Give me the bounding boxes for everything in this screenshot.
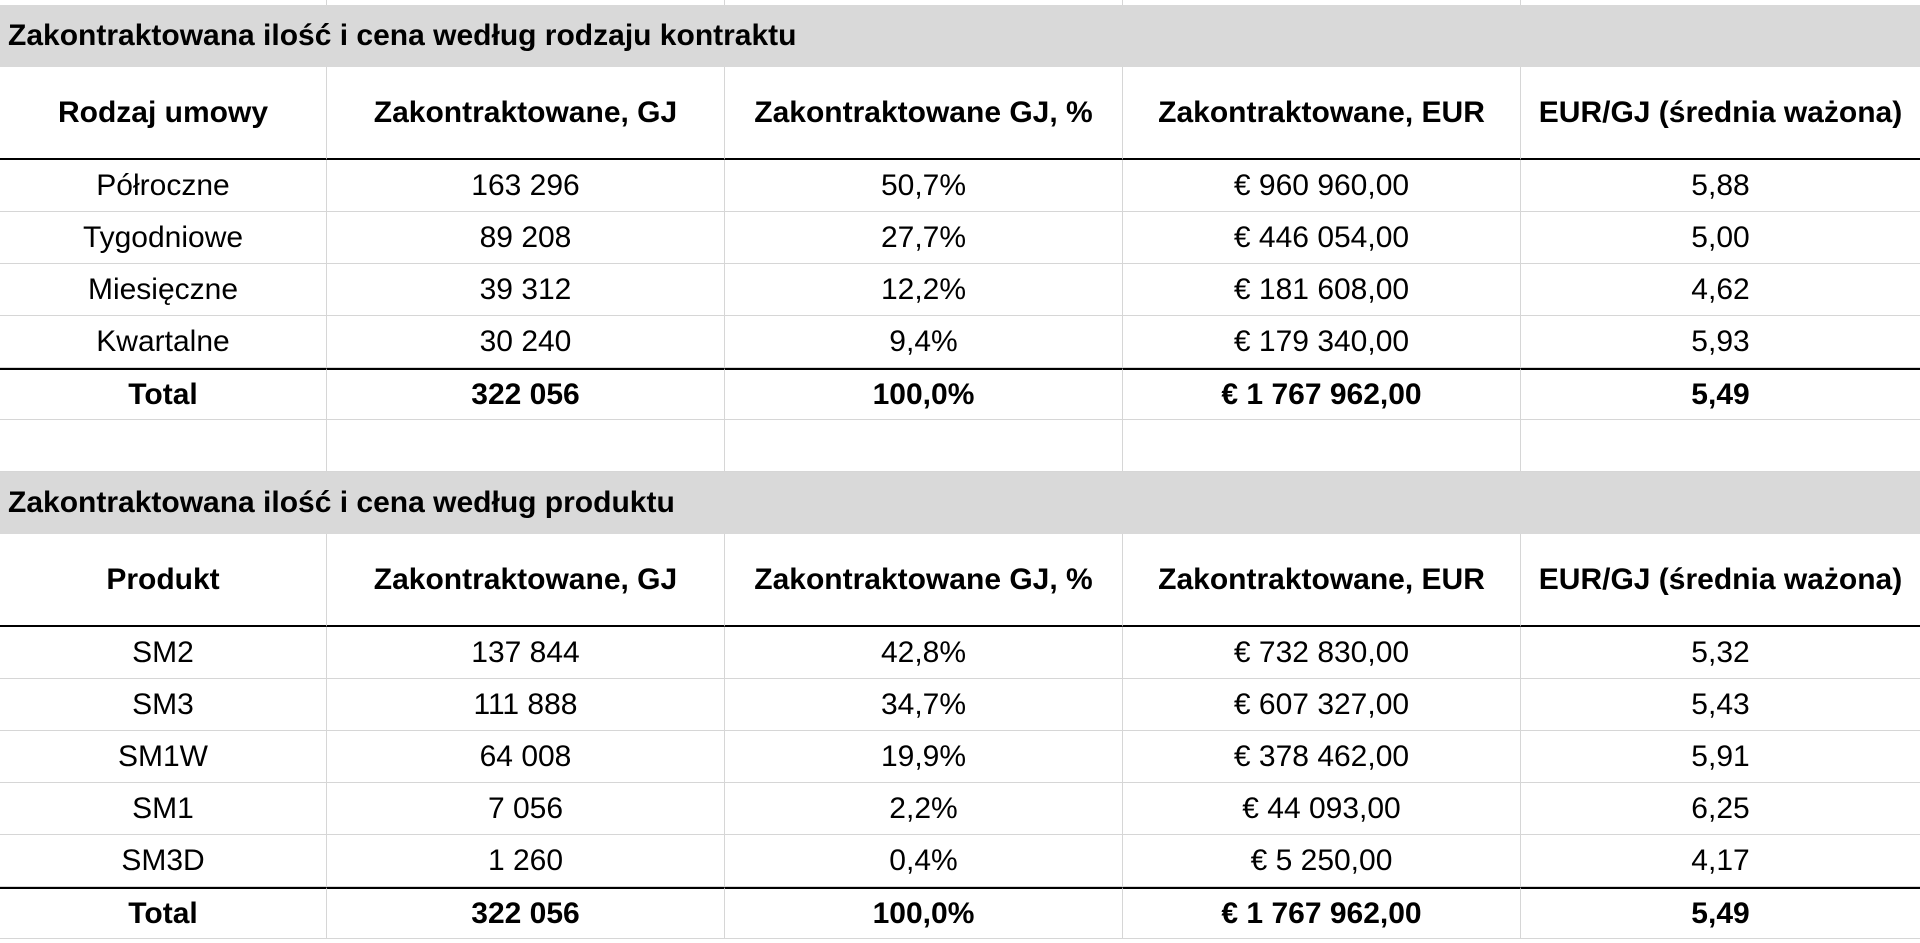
table1-total-cell[interactable]: Total bbox=[0, 368, 327, 420]
table1-data-cell[interactable]: € 179 340,00 bbox=[1123, 316, 1521, 368]
table1-data-cell[interactable]: 39 312 bbox=[327, 264, 725, 316]
table1-total-cell[interactable]: € 1 767 962,00 bbox=[1123, 368, 1521, 420]
table2-data-cell[interactable]: 64 008 bbox=[327, 731, 725, 783]
table1-data-cell[interactable]: 5,00 bbox=[1521, 212, 1920, 264]
table2-data-cell[interactable]: SM3 bbox=[0, 679, 327, 731]
table2-data-cell[interactable]: SM2 bbox=[0, 627, 327, 679]
table2-data-cell[interactable]: 111 888 bbox=[327, 679, 725, 731]
table2-header-cell[interactable]: Zakontraktowane, EUR bbox=[1123, 534, 1521, 627]
table2-data-cell[interactable]: € 5 250,00 bbox=[1123, 835, 1521, 887]
empty-cell[interactable] bbox=[1123, 420, 1521, 472]
table1-data-cell[interactable]: € 960 960,00 bbox=[1123, 160, 1521, 212]
table1-title[interactable]: Zakontraktowana ilość i cena według rodzaju kontraktu bbox=[0, 5, 1920, 67]
table1-header-cell[interactable]: Zakontraktowane, EUR bbox=[1123, 67, 1521, 160]
table1-data-cell[interactable]: 4,62 bbox=[1521, 264, 1920, 316]
table2-header-cell[interactable]: EUR/GJ (średnia ważona) bbox=[1521, 534, 1920, 627]
table1-data-cell[interactable]: 5,93 bbox=[1521, 316, 1920, 368]
table1-data-cell[interactable]: 5,88 bbox=[1521, 160, 1920, 212]
table2-data-cell[interactable]: 4,17 bbox=[1521, 835, 1920, 887]
table1-data-cell[interactable]: 9,4% bbox=[725, 316, 1123, 368]
table2-data-cell[interactable]: 6,25 bbox=[1521, 783, 1920, 835]
table2-data-cell[interactable]: SM1 bbox=[0, 783, 327, 835]
table1-header-cell[interactable]: Rodzaj umowy bbox=[0, 67, 327, 160]
table2-data-cell[interactable]: 34,7% bbox=[725, 679, 1123, 731]
table1-data-cell[interactable]: 30 240 bbox=[327, 316, 725, 368]
table1-data-cell[interactable]: € 446 054,00 bbox=[1123, 212, 1521, 264]
table1-total-cell[interactable]: 322 056 bbox=[327, 368, 725, 420]
table1-data-cell[interactable]: 50,7% bbox=[725, 160, 1123, 212]
table1-header-cell[interactable]: Zakontraktowane, GJ bbox=[327, 67, 725, 160]
table2-data-cell[interactable]: 5,91 bbox=[1521, 731, 1920, 783]
table1-data-cell[interactable]: 89 208 bbox=[327, 212, 725, 264]
table2-title[interactable]: Zakontraktowana ilość i cena według produktu bbox=[0, 472, 1920, 534]
table1-data-cell[interactable]: € 181 608,00 bbox=[1123, 264, 1521, 316]
table1-data-cell[interactable]: Miesięczne bbox=[0, 264, 327, 316]
table2-data-cell[interactable]: 2,2% bbox=[725, 783, 1123, 835]
table1-data-cell[interactable]: 163 296 bbox=[327, 160, 725, 212]
table2-data-cell[interactable]: 1 260 bbox=[327, 835, 725, 887]
empty-cell[interactable] bbox=[1521, 420, 1920, 472]
table1-data-cell[interactable]: Półroczne bbox=[0, 160, 327, 212]
table1-total-cell[interactable]: 100,0% bbox=[725, 368, 1123, 420]
table2-data-cell[interactable]: 0,4% bbox=[725, 835, 1123, 887]
table2-data-cell[interactable]: € 378 462,00 bbox=[1123, 731, 1521, 783]
table2-data-cell[interactable]: 42,8% bbox=[725, 627, 1123, 679]
table2-data-cell[interactable]: 5,43 bbox=[1521, 679, 1920, 731]
table2-total-cell[interactable]: € 1 767 962,00 bbox=[1123, 887, 1521, 939]
table1-header-cell[interactable]: Zakontraktowane GJ, % bbox=[725, 67, 1123, 160]
table1-data-cell[interactable]: Kwartalne bbox=[0, 316, 327, 368]
table1-total-cell[interactable]: 5,49 bbox=[1521, 368, 1920, 420]
table2-header-cell[interactable]: Produkt bbox=[0, 534, 327, 627]
empty-cell[interactable] bbox=[327, 420, 725, 472]
table1-data-cell[interactable]: 27,7% bbox=[725, 212, 1123, 264]
table2-total-cell[interactable]: 100,0% bbox=[725, 887, 1123, 939]
table2-total-cell[interactable]: 322 056 bbox=[327, 887, 725, 939]
table2-data-cell[interactable]: 137 844 bbox=[327, 627, 725, 679]
table2-header-cell[interactable]: Zakontraktowane, GJ bbox=[327, 534, 725, 627]
table2-data-cell[interactable]: € 44 093,00 bbox=[1123, 783, 1521, 835]
table2-data-cell[interactable]: 19,9% bbox=[725, 731, 1123, 783]
table2-data-cell[interactable]: 7 056 bbox=[327, 783, 725, 835]
table2-total-cell[interactable]: Total bbox=[0, 887, 327, 939]
table2-data-cell[interactable]: € 607 327,00 bbox=[1123, 679, 1521, 731]
table2-data-cell[interactable]: € 732 830,00 bbox=[1123, 627, 1521, 679]
table2-data-cell[interactable]: SM3D bbox=[0, 835, 327, 887]
table2-data-cell[interactable]: SM1W bbox=[0, 731, 327, 783]
empty-cell[interactable] bbox=[725, 420, 1123, 472]
table2-header-cell[interactable]: Zakontraktowane GJ, % bbox=[725, 534, 1123, 627]
table2-total-cell[interactable]: 5,49 bbox=[1521, 887, 1920, 939]
table1-header-cell[interactable]: EUR/GJ (średnia ważona) bbox=[1521, 67, 1920, 160]
empty-cell[interactable] bbox=[0, 420, 327, 472]
table1-data-cell[interactable]: Tygodniowe bbox=[0, 212, 327, 264]
table1-data-cell[interactable]: 12,2% bbox=[725, 264, 1123, 316]
table2-data-cell[interactable]: 5,32 bbox=[1521, 627, 1920, 679]
